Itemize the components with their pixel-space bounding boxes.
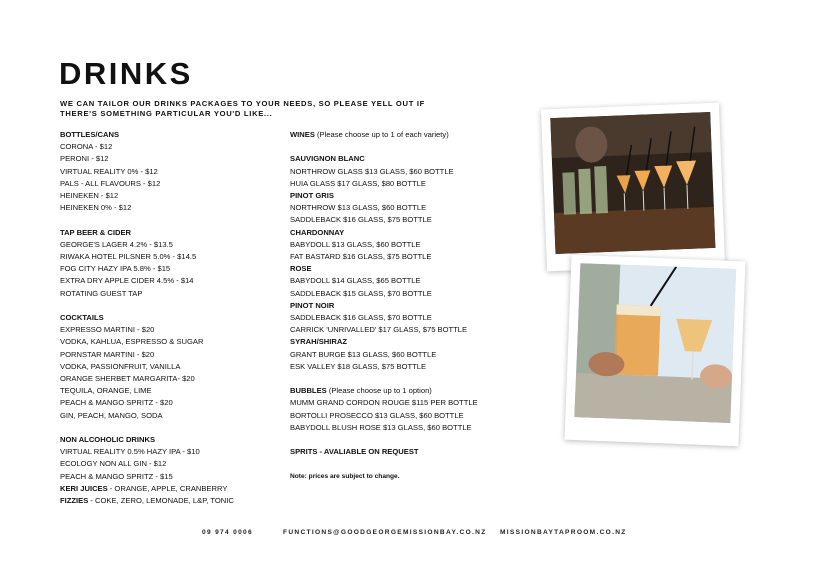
cocktail-glasses-image xyxy=(550,112,715,254)
list-item: PEACH & MANGO SPRITZ - $15 xyxy=(60,471,173,481)
list-item: VIRTUAL REALITY 0% - $12 xyxy=(60,166,158,176)
list-item: GRANT BURGE $13 GLASS, $60 BOTTLE xyxy=(290,349,437,359)
list-item: EXTRA DRY APPLE CIDER 4.5% - $14 xyxy=(60,276,194,286)
list-item: ECOLOGY NON ALL GIN - $12 xyxy=(60,459,167,469)
list-item: BABYDOLL $14 GLASS, $65 BOTTLE xyxy=(290,276,421,286)
juices-text: - ORANGE, APPLE, CRANBERRY xyxy=(107,483,228,493)
footer-phone: 09 974 0006 xyxy=(202,529,253,536)
wines-note: (Please choose up to 1 of each variety) xyxy=(314,130,449,139)
list-item: ORANGE SHERBET MARGARITA- $20 xyxy=(60,374,195,384)
intro-text: WE CAN TAILOR OUR DRINKS PACKAGES TO YOUR NEEDS, SO PLEASE YELL OUT IF THERE'S SOMETHING PARTICULAR YOU'D LIKE... xyxy=(60,99,426,118)
wines-heading xyxy=(290,129,520,141)
list-item: HUIA GLASS $17 GLASS, $80 BOTTLE xyxy=(290,178,426,188)
list-item: MUMM GRAND CORDON ROUGE $115 PER BOTTLE xyxy=(290,398,478,408)
list-item: NORTHROW $13 GLASS, $60 BOTTLE xyxy=(290,203,427,213)
list-item: GIN, PEACH, MANGO, SODA xyxy=(60,410,163,420)
list-item-juices xyxy=(60,483,270,495)
bubbles-note: (Please choose up to 1 option) xyxy=(326,386,432,396)
list-item: VODKA, PASSIONFRUIT, VANILLA xyxy=(60,361,181,371)
variety-heading: PINOT GRIS xyxy=(290,191,334,200)
section-heading-non-alcoholic: NON ALCOHOLIC DRINKS xyxy=(60,435,156,445)
list-item: PEACH & MANGO SPRITZ - $20 xyxy=(60,398,173,408)
list-item: PERONI - $12 xyxy=(60,154,109,164)
list-item: GEORGE'S LAGER 4.2% - $13.5 xyxy=(60,239,173,249)
list-item: SADDLEBACK $16 GLASS, $70 BOTTLE xyxy=(290,313,432,323)
list-item: EXPRESSO MARTINI - $20 xyxy=(60,325,155,335)
list-item: PALS - ALL FLAVOURS - $12 xyxy=(60,178,161,188)
wines-label: WINES xyxy=(290,130,315,139)
list-item: ROTATING GUEST TAP xyxy=(60,288,143,298)
list-item: BORTOLLI PROSECCO $13 GLASS, $60 BOTTLE xyxy=(290,410,464,420)
footer-website: MISSIONBAYTAPROOM.CO.NZ xyxy=(500,529,627,536)
list-item-fizzies xyxy=(60,495,270,507)
list-item: BABYDOLL BLUSH ROSE $13 GLASS, $60 BOTTLE xyxy=(290,422,472,432)
section-heading-tap: TAP BEER & CIDER xyxy=(60,227,132,237)
list-item: TEQUILA, ORANGE, LIME xyxy=(60,386,152,396)
list-item: FOG CITY HAZY IPA 5.8% - $15 xyxy=(60,264,171,274)
list-item: CORONA - $12 xyxy=(60,142,113,152)
list-item: SADDLEBACK $16 GLASS, $75 BOTTLE xyxy=(290,215,432,225)
price-note: Note: prices are subject to change. xyxy=(290,472,400,480)
cheers-drinks-image xyxy=(574,263,736,423)
list-item: CARRICK 'UNRIVALLED' $17 GLASS, $75 BOTTLE xyxy=(290,325,468,335)
list-item: HEINEKEN - $12 xyxy=(60,191,119,201)
variety-heading: ROSE xyxy=(290,264,312,274)
list-item: RIWAKA HOTEL PILSNER 5.0% - $14.5 xyxy=(60,252,197,262)
variety-heading: CHARDONNAY xyxy=(290,227,345,237)
juices-label: KERI JUICES xyxy=(60,483,108,493)
variety-heading: PINOT NOIR xyxy=(290,300,335,310)
bubbles-label: BUBBLES xyxy=(290,386,327,396)
menu-column-left xyxy=(60,129,270,507)
section-heading-bottles: BOTTLES/CANS xyxy=(60,130,120,139)
list-item: HEINEKEN 0% - $12 xyxy=(60,203,132,213)
list-item: VODKA, KAHLUA, ESPRESSO & SUGAR xyxy=(60,337,204,347)
polaroid-photo-glasses xyxy=(541,103,725,272)
list-item: FAT BASTARD $16 GLASS, $75 BOTTLE xyxy=(290,252,432,262)
variety-heading: SYRAH/SHIRAZ xyxy=(290,337,347,347)
list-item: NORTHROW GLASS $13 GLASS, $60 BOTTLE xyxy=(290,166,454,176)
list-item: SADDLEBACK $15 GLASS, $70 BOTTLE xyxy=(290,288,432,298)
list-item: VIRTUAL REALITY 0.5% HAZY IPA - $10 xyxy=(60,447,200,457)
page-title: DRINKS xyxy=(59,56,193,91)
menu-column-right xyxy=(290,129,520,483)
fizzies-label: FIZZIES xyxy=(60,496,89,506)
fizzies-text: - COKE, ZERO, LEMONADE, L&P, TONIC xyxy=(88,496,234,506)
section-heading-cocktails: COCKTAILS xyxy=(60,313,104,323)
polaroid-photo-cheers xyxy=(565,255,746,447)
spirits-heading: SPRITS - AVALIABLE ON REQUEST xyxy=(290,447,419,457)
list-item: ESK VALLEY $18 GLASS, $75 BOTTLE xyxy=(290,361,427,371)
variety-heading: SAUVIGNON BLANC xyxy=(290,154,365,164)
footer-email: FUNCTIONS@GOODGEORGEMISSIONBAY.CO.NZ xyxy=(283,529,487,536)
list-item: BABYDOLL $13 GLASS, $60 BOTTLE xyxy=(290,239,421,249)
list-item: PORNSTAR MARTINI - $20 xyxy=(60,349,155,359)
bubbles-heading xyxy=(290,385,520,397)
